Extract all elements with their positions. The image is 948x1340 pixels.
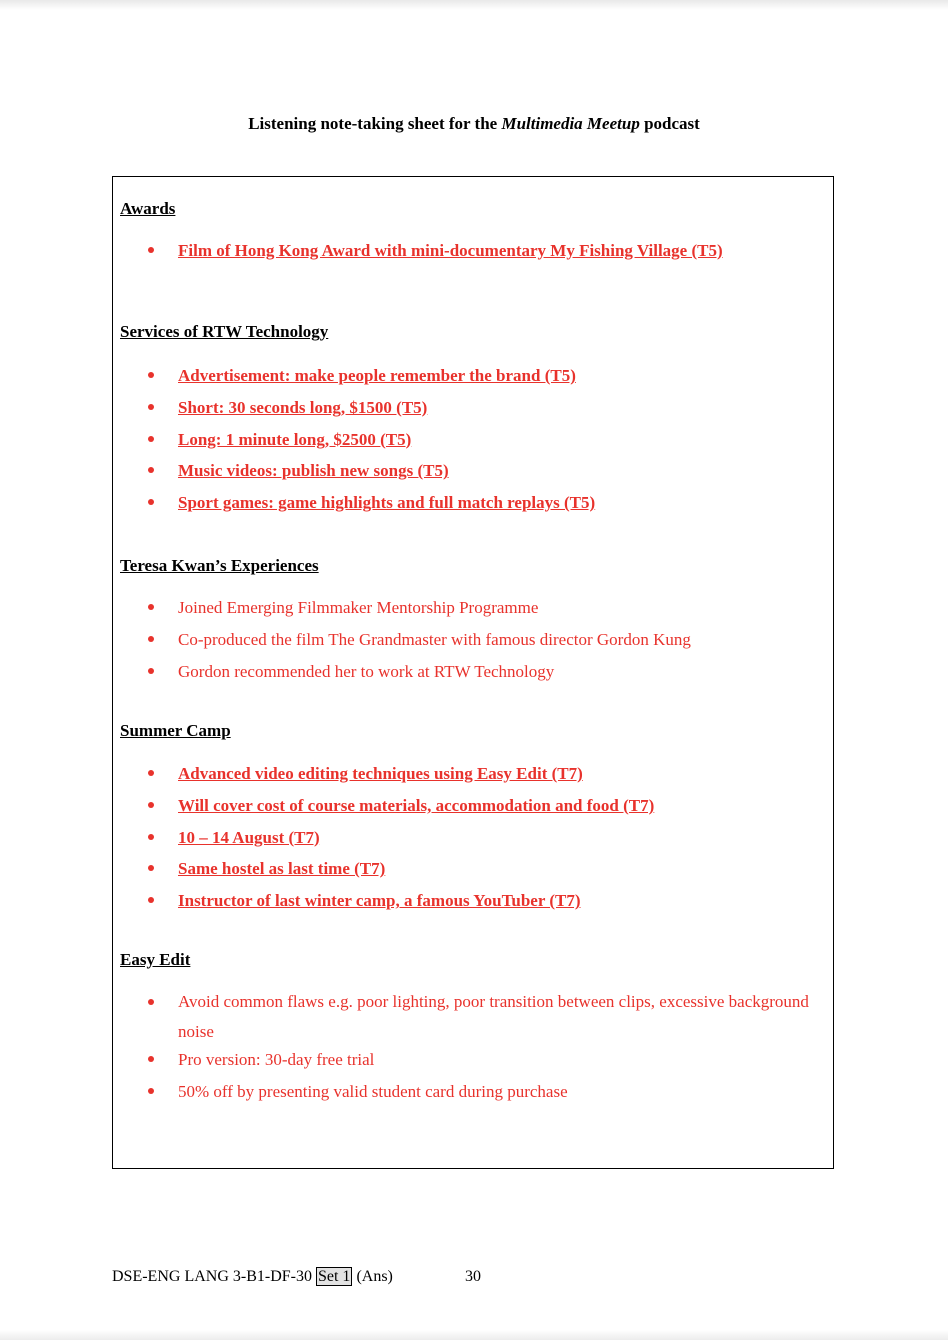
services-list bbox=[148, 365, 828, 524]
easy-edit-list bbox=[148, 987, 828, 1113]
list-item: Music videos: publish new songs (T5) bbox=[148, 460, 828, 492]
bullet-icon bbox=[148, 404, 154, 410]
list-item: 50% off by presenting valid student card during purchase bbox=[148, 1081, 828, 1113]
awards-list bbox=[148, 240, 828, 272]
heading-services: Services of RTW Technology bbox=[120, 322, 329, 341]
page-top-shadow bbox=[0, 0, 948, 10]
bullet-icon bbox=[148, 372, 154, 378]
bullet-icon bbox=[148, 834, 154, 840]
list-item: Advanced video editing techniques using Easy Edit (T7) bbox=[148, 763, 828, 795]
list-item: Pro version: 30-day free trial bbox=[148, 1049, 828, 1081]
heading-easy-edit: Easy Edit bbox=[120, 950, 191, 969]
page-bottom-shadow bbox=[0, 1330, 948, 1340]
bullet-icon bbox=[148, 247, 154, 253]
list-item: Avoid common flaws e.g. poor lighting, poor transition between clips, excessive background noise bbox=[148, 987, 828, 1047]
list-item: Joined Emerging Filmmaker Mentorship Programme bbox=[148, 597, 828, 629]
set-label: Set 1 bbox=[317, 1268, 351, 1285]
footer-code: DSE-ENG LANG 3-B1-DF-30 Set 1 (Ans) bbox=[112, 1268, 393, 1285]
bullet-icon bbox=[148, 1056, 154, 1062]
bullet-icon bbox=[148, 897, 154, 903]
list-item: Advertisement: make people remember the brand (T5) bbox=[148, 365, 828, 397]
list-item: Same hostel as last time (T7) bbox=[148, 858, 828, 890]
bullet-icon bbox=[148, 865, 154, 871]
summer-camp-list bbox=[148, 763, 828, 922]
list-item: Co-produced the film The Grandmaster with famous director Gordon Kung bbox=[148, 629, 828, 661]
bullet-icon bbox=[148, 467, 154, 473]
page-title: Listening note-taking sheet for the Multimedia Meetup podcast bbox=[248, 114, 700, 133]
page-number: 30 bbox=[465, 1268, 481, 1285]
bullet-icon bbox=[148, 668, 154, 674]
list-item: Instructor of last winter camp, a famous YouTuber (T7) bbox=[148, 890, 828, 922]
bullet-icon bbox=[148, 770, 154, 776]
bullet-icon bbox=[148, 999, 154, 1005]
list-item: Long: 1 minute long, $2500 (T5) bbox=[148, 429, 828, 461]
list-item: Gordon recommended her to work at RTW Technology bbox=[148, 661, 828, 693]
list-item: Will cover cost of course materials, accommodation and food (T7) bbox=[148, 795, 828, 827]
heading-summer-camp: Summer Camp bbox=[120, 721, 231, 740]
heading-experiences: Teresa Kwan’s Experiences bbox=[120, 556, 319, 575]
bullet-icon bbox=[148, 436, 154, 442]
bullet-icon bbox=[148, 802, 154, 808]
list-item: 10 – 14 August (T7) bbox=[148, 827, 828, 859]
bullet-icon bbox=[148, 604, 154, 610]
list-item: Sport games: game highlights and full match replays (T5) bbox=[148, 492, 828, 524]
list-item: Short: 30 seconds long, $1500 (T5) bbox=[148, 397, 828, 429]
experiences-list bbox=[148, 597, 828, 692]
bullet-icon bbox=[148, 499, 154, 505]
list-item: Film of Hong Kong Award with mini-documentary My Fishing Village (T5) bbox=[148, 240, 828, 272]
bullet-icon bbox=[148, 1088, 154, 1094]
heading-awards: Awards bbox=[120, 199, 176, 218]
bullet-icon bbox=[148, 636, 154, 642]
